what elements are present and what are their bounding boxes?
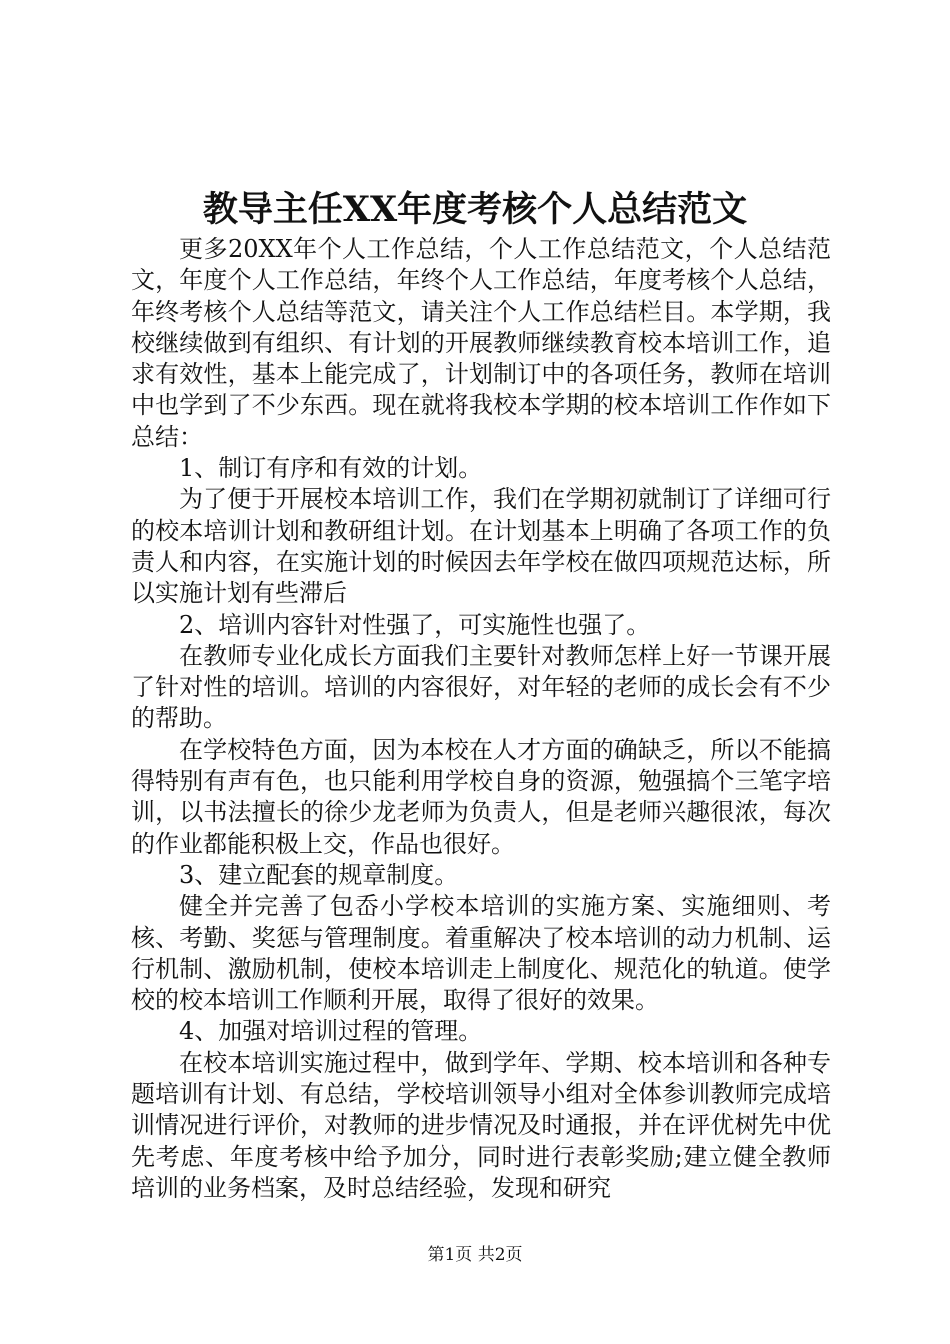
page-footer: 第1页 共2页 [427,1245,523,1265]
document-body [131,234,831,1204]
paragraph: 在学校特色方面，因为本校在人才方面的确缺乏，所以不能搞得特别有声有色，也只能利用学校自身的资源，勉强搞个三笔字培训，以书法擅长的徐少龙老师为负责人，但是老师兴趣很浓，每次的作业都能积极上交，作品也很好。 [131,735,831,858]
paragraph: 为了便于开展校本培训工作，我们在学期初就制订了详细可行的校本培训计划和教研组计划。在计划基本上明确了各项工作的负责人和内容，在实施计划的时候因去年学校在做四项规范达标，所以实施计划有些滞后 [131,485,831,608]
paragraph-intro: 更多20XX年个人工作总结，个人工作总结范文，个人总结范文，年度个人工作总结，年终个人工作总结，年度考核个人总结，年终考核个人总结等范文，请关注个人工作总结栏目。本学期，我校继续做到有组织、有计划的开展教师继续教育校本培训工作，追求有效性，基本上能完成了，计划制订中的各项任务，教师在培训中也学到了不少东西。现在就将我校本学期的校本培训工作作如下总结： [131,235,831,451]
section-heading-2: 2、培训内容针对性强了，可实施性也强了。 [179,610,651,639]
paragraph: 在校本培训实施过程中，做到学年、学期、校本培训和各种专题培训有计划、有总结，学校培训领导小组对全体参训教师完成培训情况进行评价，对教师的进步情况及时通报，并在评优树先中优先考虑、年度考核中给予加分，同时进行表彰奖励;建立健全教师培训的业务档案，及时总结经验，发现和研究 [131,1048,831,1202]
paragraph: 在教师专业化成长方面我们主要针对教师怎样上好一节课开展了针对性的培训。培训的内容很好，对年轻的老师的成长会有不少的帮助。 [131,641,831,733]
paragraph: 健全并完善了包岙小学校本培训的实施方案、实施细则、考核、考勤、奖惩与管理制度。着重解决了校本培训的动力机制、运行机制、激励机制，使校本培训走上制度化、规范化的轨道。使学校的校本培训工作顺利开展，取得了很好的效果。 [131,892,831,1015]
section-heading-4: 4、加强对培训过程的管理。 [179,1017,483,1046]
section-heading-3: 3、建立配套的规章制度。 [179,860,459,889]
section-heading-1: 1、制订有序和有效的计划。 [179,454,483,483]
document-title: 教导主任XX年度考核个人总结范文 [202,189,748,230]
